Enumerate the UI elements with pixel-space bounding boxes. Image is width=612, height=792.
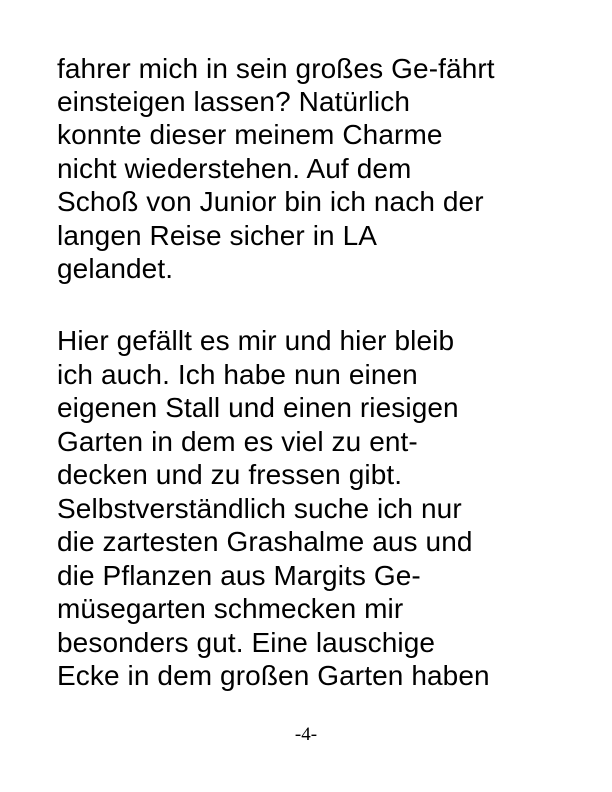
paragraph-2-line-1: Hier gefällt es mir und hier bleib bbox=[57, 325, 455, 356]
paragraph-2-line-7: die zartesten Grashalme aus und bbox=[57, 526, 473, 557]
paragraph-1-line-5: Schoß von Junior bin ich nach der bbox=[57, 186, 484, 217]
paragraph-2-line-11: Ecke in dem großen Garten haben bbox=[57, 660, 490, 691]
paragraph-1-line-6: langen Reise sicher in LA bbox=[57, 220, 378, 251]
page-number: -4- bbox=[294, 724, 318, 745]
paragraph-2-line-8: die Pflanzen aus Margits Ge- bbox=[57, 560, 421, 591]
paragraph-2-line-5: decken und zu fressen gibt. bbox=[57, 459, 403, 490]
paragraph-2-line-6: Selbstverständlich suche ich nur bbox=[57, 493, 462, 524]
paragraph-1-line-2: einsteigen lassen? Natürlich bbox=[57, 86, 411, 117]
paragraph-1-line-1: fahrer mich in sein großes Ge-fährt bbox=[57, 53, 495, 84]
paragraph-2-line-4: Garten in dem es viel zu ent- bbox=[57, 426, 418, 457]
paragraph-1-line-4: nicht wiederstehen. Auf dem bbox=[57, 153, 412, 184]
paragraph-2-line-2: ich auch. Ich habe nun einen bbox=[57, 359, 418, 390]
paragraph-2-line-9: müsegarten schmecken mir bbox=[57, 593, 404, 624]
paragraph-2-line-3: eigenen Stall und einen riesigen bbox=[57, 392, 459, 423]
paragraph-1-line-3: konnte dieser meinem Charme bbox=[57, 119, 443, 150]
paragraph-1-line-7: gelandet. bbox=[57, 253, 174, 284]
paragraph-2-line-10: besonders gut. Eine lauschige bbox=[57, 627, 436, 658]
